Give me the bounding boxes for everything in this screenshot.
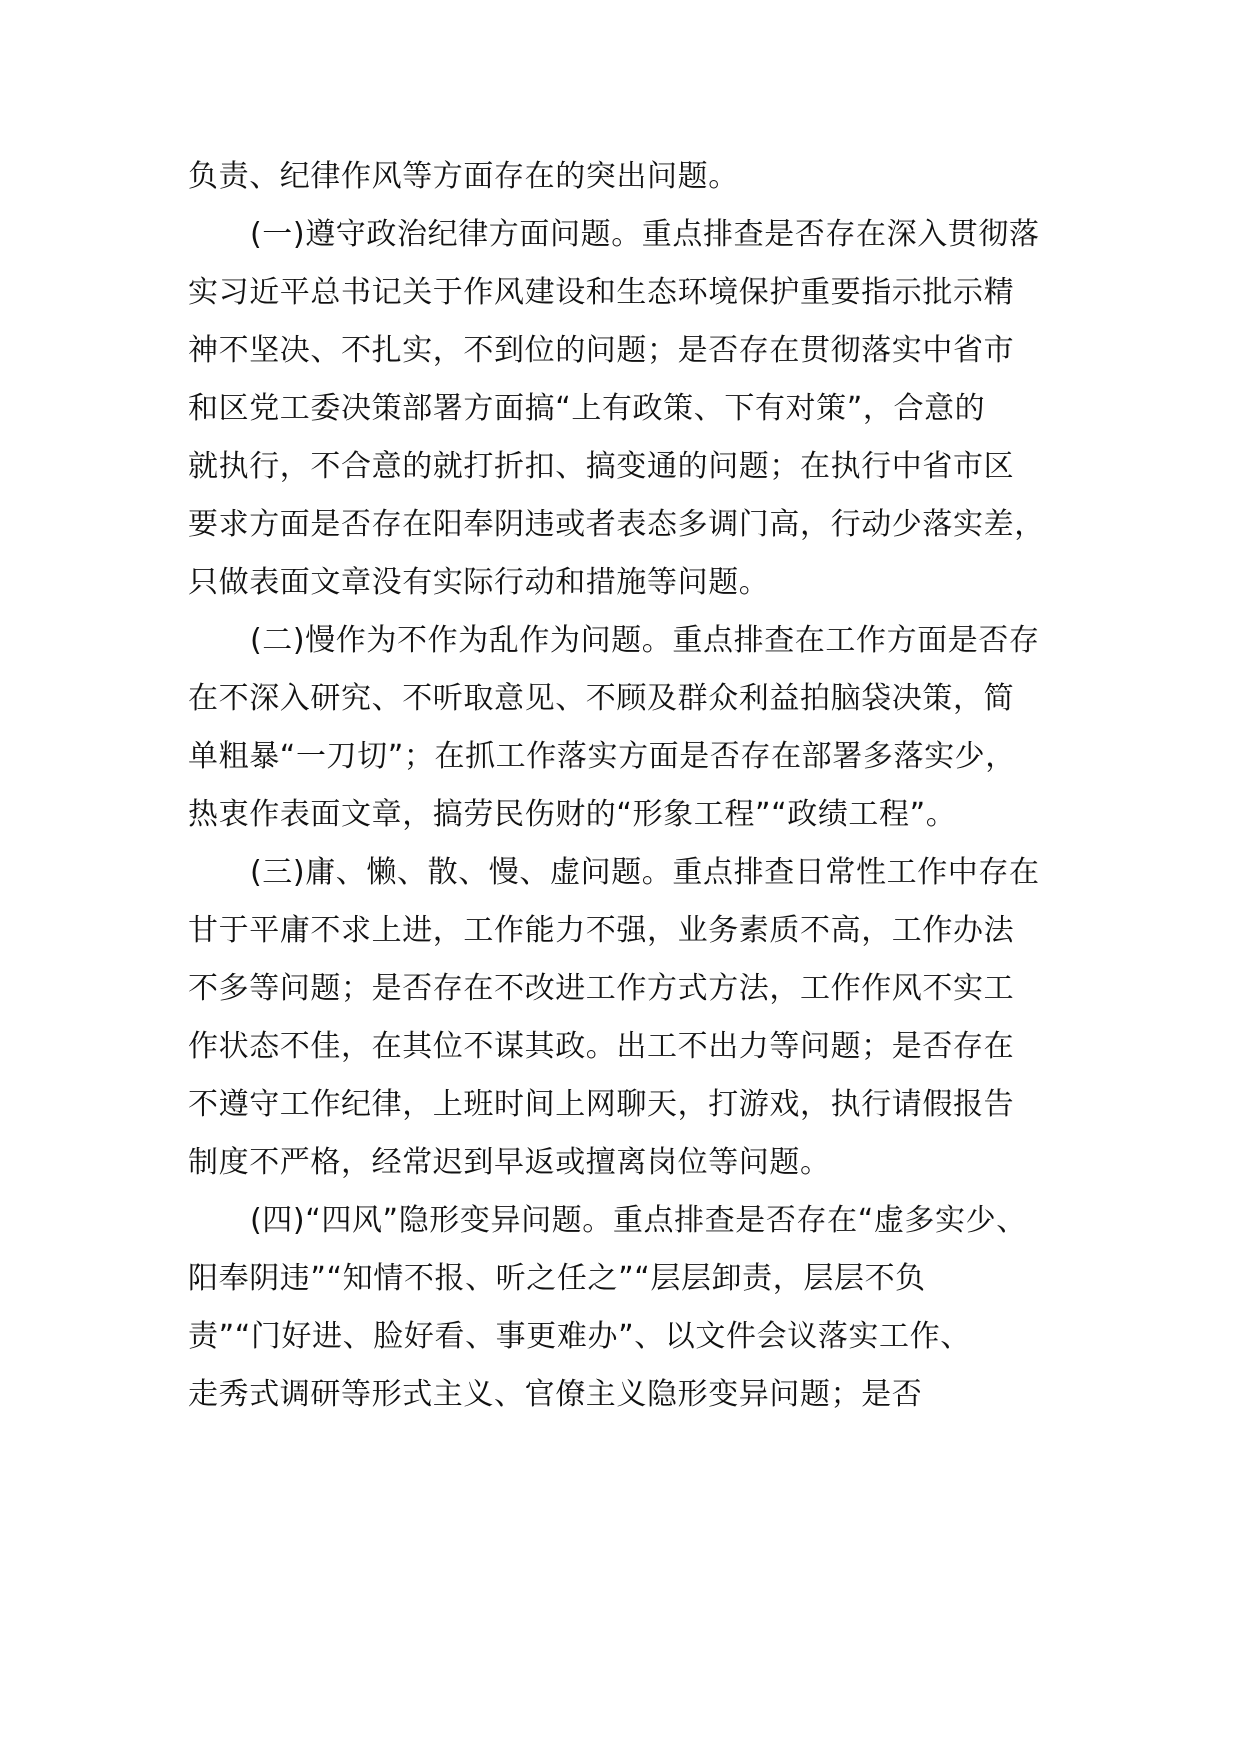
text-line: 和区党工委决策部署方面搞“上有政策、下有对策”，合意的	[188, 391, 986, 426]
text-line: 在不深入研究、不听取意见、不顾及群众利益拍脑袋决策，简	[188, 681, 1015, 716]
text-line: 就执行，不合意的就打折扣、搞变通的问题；在执行中省市区	[188, 449, 1015, 484]
text-line: 走秀式调研等形式主义、官僚主义隐形变异问题；是否	[188, 1377, 923, 1412]
text-line: 作状态不佳，在其位不谋其政。出工不出力等问题；是否存在	[188, 1029, 1015, 1064]
text-line: 实习近平总书记关于作风建设和生态环境保护重要指示批示精	[188, 275, 1015, 310]
text-line: 不遵守工作纪律，上班时间上网聊天，打游戏，执行请假报告	[188, 1087, 1015, 1122]
text-line: 责”“门好进、脸好看、事更难办”、以文件会议落实工作、	[188, 1319, 971, 1354]
text-line: 神不坚决、不扎实，不到位的问题；是否存在贯彻落实中省市	[188, 333, 1015, 368]
text-line: 热衷作表面文章，搞劳民伤财的“形象工程”“政绩工程”。	[188, 797, 957, 832]
section-heading-1: (一)遵守政治纪律方面问题。重点排查是否存在深入贯彻落	[250, 217, 1040, 252]
text-line: 要求方面是否存在阳奉阴违或者表态多调门高，行动少落实差，	[188, 507, 1045, 542]
text-line: 阳奉阴违”“知情不报、听之任之”“层层卸责，层层不负	[188, 1261, 926, 1296]
text-line: 只做表面文章没有实际行动和措施等问题。	[188, 565, 770, 600]
section-heading-4: (四)“四风”隐形变异问题。重点排查是否存在“虚多实少、	[250, 1203, 1027, 1238]
text-line: 单粗暴“一刀切”；在抓工作落实方面是否存在部署多落实少，	[188, 739, 1016, 774]
section-heading-2: (二)慢作为不作为乱作为问题。重点排查在工作方面是否存	[250, 623, 1040, 658]
text-line: 不多等问题；是否存在不改进工作方式方法，工作作风不实工	[188, 971, 1015, 1006]
text-line: 负责、纪律作风等方面存在的突出问题。	[188, 159, 739, 194]
text-line: 甘于平庸不求上进，工作能力不强，业务素质不高，工作办法	[188, 913, 1015, 948]
text-line: 制度不严格，经常迟到早返或擅离岗位等问题。	[188, 1145, 831, 1180]
section-heading-3: (三)庸、懒、散、慢、虚问题。重点排查日常性工作中存在	[250, 855, 1040, 890]
